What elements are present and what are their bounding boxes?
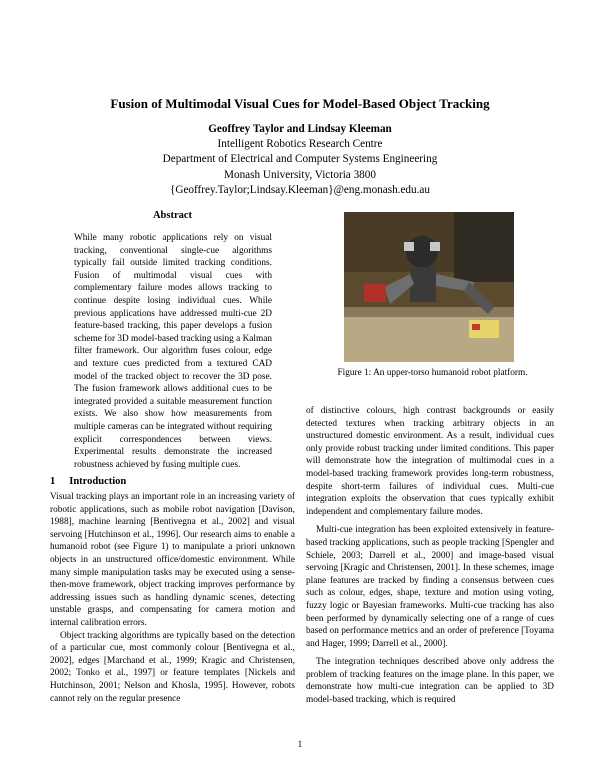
section-number: 1 [50,476,56,487]
abstract-paragraph: While many robotic applications rely on visual tracking, conventional single-cue algorithms typically fail outside limited tracking conditions. Fusion of multimodal visual cues with complementary failure modes allows tracking to continue despite losing individual cues. While previous applications have addressed multi-cue 2D feature-based tracking, this paper develops a fusion scheme for 3D model-based tracking using a Kalman filter framework. Our algorithm fuses colour, edge and texture cues predicted from a textured CAD model of the tracked object to recover the 3D pose. The fusion framework allows additional cues to be integrated provided a suitable measurement function exists. We also show how measurements from multiple cameras can be integrated without requiring explicit correspondences between views. Experimental results demonstrate the increased robustness achieved by fusing multiple cues. [74,233,273,470]
author-lab: Intelligent Robotics Research Centre [217,138,383,151]
introduction-text [50,491,295,705]
robot-photo-image [344,212,514,362]
intro-paragraph-2: Object tracking algorithms are typically based on the detection of a particular cue, most commonly colour [Bentivegna et al., 2002], edges [Marchand et al., 1999; Kragic and Christensen, 2002; Tonko et al., 1997] or feature templates [Nickels and Hutchinson, 2001; Nelson and Khosla, 1995]. However, robots cannot rely on the regular presence [50,630,295,704]
figure-caption: Figure 1: An upper-torso humanoid robot platform. [337,368,528,378]
author-email: {Geoffrey.Taylor;Lindsay.Kleeman}@eng.monash.edu.au [170,183,430,196]
right-paragraph-2: Multi-cue integration has been exploited extensively in feature-based tracking applications, such as people tracking [Spengler and Schiele, 2003; Darrell et al., 2000] and image-based visual servoing [Kragic and Christensen, 2001]. In these schemes, image plane features are tracked by finding a consensus between cues such as colour, edges, shape, texture and motion using voting, fuzzy logic or Bayesian frameworks. Multi-cue tracking has also been performed by dynamically selecting one of a range of cues based on performance metrics and an order of preference [Toyama and Hager, 1999; Darrell et al., 2000]. [306,525,554,649]
right-paragraph-3: The integration techniques described above only address the problem of tracking features on the image plane. In this paper, we demonstrate how multi-cue integration can be applied to 3D model-based tracking, which is required [306,657,554,706]
intro-paragraph-1: Visual tracking plays an important role in an increasing variety of robotic applications, such as mobile robot navigation [Davison, 1988], machine learning [Bentivegna et al., 2002] and visual servoing [Hutchinson et al., 1996]. Our research aims to enable a humanoid robot (see Figure 1) to manipulate a priori unknown objects in an unstructured office/domestic environment. While many simple manipulation tasks may be executed using a sense-then-move framework, object tracking improves performance by addressing issues such as handling dynamic scenes, detecting unstable grasps, and compensating for camera motion and internal calibration errors. [50,492,295,628]
section-title: Introduction [69,476,127,487]
abstract-heading: Abstract [152,210,193,221]
author-names: Geoffrey Taylor and Lindsay Kleeman [208,123,392,135]
author-block [0,122,600,198]
paper-title: Fusion of Multimodal Visual Cues for Model-Based Object Tracking [110,96,490,111]
right-paragraph-1: of distinctive colours, high contrast backgrounds or easily detected textures when tracking arbitrary objects in an unstructured domestic environment. As a result, individual cues only provide robust tracking under limited conditions. This paper will demonstrate how the integration of multimodal cues in a model-based tracking framework provides long-term robustness, despite short-term failures of individual cues. Multi-cue integration exploits the observation that cues typically exhibit independent and complementary failure modes. [306,406,554,517]
right-column-text [306,405,554,707]
section-heading-introduction [50,476,126,487]
robot-photo [344,212,514,362]
page-number: 1 [297,740,303,750]
author-university: Monash University, Victoria 3800 [224,168,376,181]
author-department: Department of Electrical and Computer Systems Engineering [162,153,438,166]
abstract-text [74,232,272,471]
